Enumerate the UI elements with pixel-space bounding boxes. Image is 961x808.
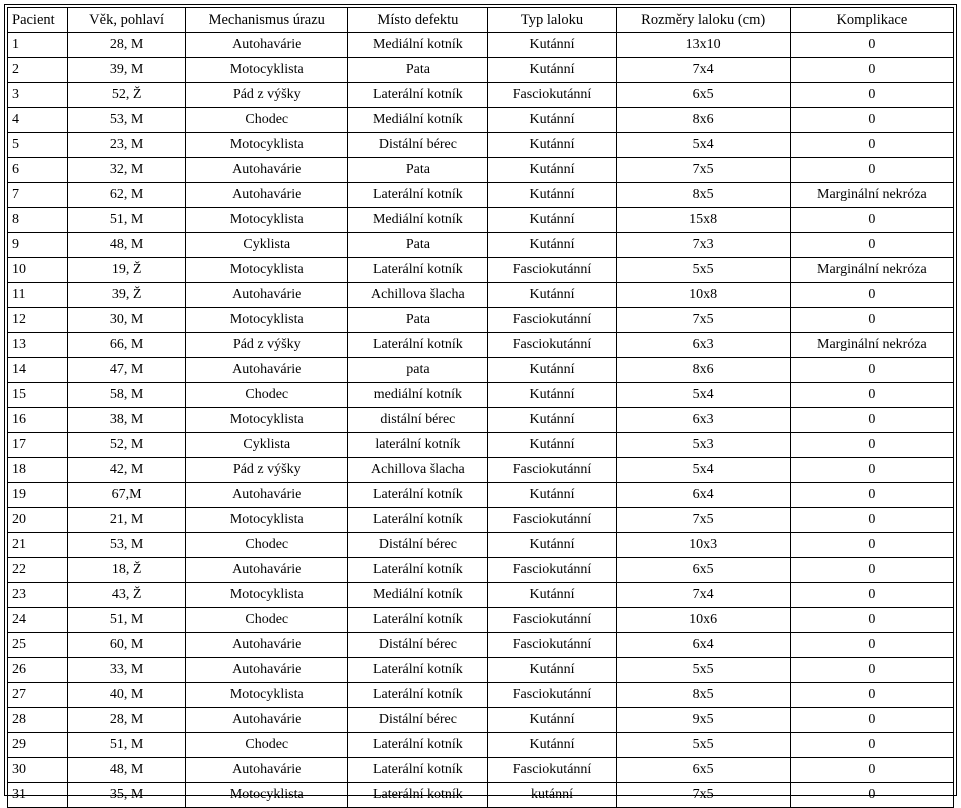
cell-typ-laloku: Fasciokutánní	[488, 508, 616, 533]
cell-vek-pohlavi: 28, M	[68, 708, 186, 733]
cell-typ-laloku: Kutánní	[488, 533, 616, 558]
cell-rozmery-laloku: 7x5	[616, 158, 790, 183]
table-row	[8, 658, 954, 683]
cell-pacient: 6	[8, 158, 68, 183]
cell-mechanismus-urazu: Cyklista	[186, 233, 348, 258]
cell-typ-laloku: kutánní	[488, 783, 616, 808]
cell-vek-pohlavi: 30, M	[68, 308, 186, 333]
cell-pacient: 30	[8, 758, 68, 783]
table-row	[8, 58, 954, 83]
cell-vek-pohlavi: 38, M	[68, 408, 186, 433]
cell-komplikace: 0	[790, 533, 953, 558]
cell-rozmery-laloku: 9x5	[616, 708, 790, 733]
cell-pacient: 28	[8, 708, 68, 733]
cell-mechanismus-urazu: Chodec	[186, 533, 348, 558]
cell-rozmery-laloku: 5x5	[616, 658, 790, 683]
cell-mechanismus-urazu: Motocyklista	[186, 208, 348, 233]
cell-komplikace: 0	[790, 658, 953, 683]
cell-komplikace: 0	[790, 633, 953, 658]
cell-typ-laloku: Fasciokutánní	[488, 608, 616, 633]
cell-pacient: 10	[8, 258, 68, 283]
cell-vek-pohlavi: 43, Ž	[68, 583, 186, 608]
cell-misto-defektu: Mediální kotník	[348, 208, 488, 233]
cell-misto-defektu: Laterální kotník	[348, 558, 488, 583]
cell-misto-defektu: Laterální kotník	[348, 733, 488, 758]
cell-rozmery-laloku: 5x5	[616, 733, 790, 758]
cell-typ-laloku: Fasciokutánní	[488, 758, 616, 783]
table-row	[8, 633, 954, 658]
cell-komplikace: 0	[790, 308, 953, 333]
cell-vek-pohlavi: 62, M	[68, 183, 186, 208]
cell-vek-pohlavi: 18, Ž	[68, 558, 186, 583]
cell-vek-pohlavi: 52, M	[68, 433, 186, 458]
cell-pacient: 29	[8, 733, 68, 758]
cell-komplikace: 0	[790, 33, 953, 58]
table-row	[8, 533, 954, 558]
cell-komplikace: 0	[790, 83, 953, 108]
table-row	[8, 558, 954, 583]
cell-komplikace: 0	[790, 383, 953, 408]
cell-typ-laloku: Kutánní	[488, 108, 616, 133]
table-body	[8, 33, 954, 808]
cell-typ-laloku: Fasciokutánní	[488, 633, 616, 658]
cell-pacient: 16	[8, 408, 68, 433]
cell-misto-defektu: Distální bérec	[348, 133, 488, 158]
cell-komplikace: 0	[790, 58, 953, 83]
cell-komplikace: 0	[790, 208, 953, 233]
cell-typ-laloku: Kutánní	[488, 283, 616, 308]
cell-misto-defektu: Achillova šlacha	[348, 283, 488, 308]
cell-vek-pohlavi: 53, M	[68, 108, 186, 133]
cell-komplikace: 0	[790, 758, 953, 783]
header-typ-laloku: Typ laloku	[488, 8, 616, 33]
cell-pacient: 11	[8, 283, 68, 308]
cell-vek-pohlavi: 47, M	[68, 358, 186, 383]
table-row	[8, 183, 954, 208]
cell-pacient: 5	[8, 133, 68, 158]
cell-mechanismus-urazu: Autohavárie	[186, 158, 348, 183]
cell-typ-laloku: Fasciokutánní	[488, 258, 616, 283]
cell-mechanismus-urazu: Motocyklista	[186, 58, 348, 83]
cell-rozmery-laloku: 13x10	[616, 33, 790, 58]
cell-komplikace: 0	[790, 608, 953, 633]
cell-vek-pohlavi: 53, M	[68, 533, 186, 558]
cell-pacient: 22	[8, 558, 68, 583]
table-row	[8, 683, 954, 708]
cell-misto-defektu: Pata	[348, 308, 488, 333]
table-row	[8, 358, 954, 383]
cell-pacient: 18	[8, 458, 68, 483]
cell-pacient: 26	[8, 658, 68, 683]
cell-misto-defektu: Mediální kotník	[348, 33, 488, 58]
cell-rozmery-laloku: 10x8	[616, 283, 790, 308]
cell-misto-defektu: Laterální kotník	[348, 608, 488, 633]
cell-vek-pohlavi: 23, M	[68, 133, 186, 158]
cell-vek-pohlavi: 67,M	[68, 483, 186, 508]
cell-typ-laloku: Kutánní	[488, 208, 616, 233]
cell-misto-defektu: mediální kotník	[348, 383, 488, 408]
cell-typ-laloku: Fasciokutánní	[488, 308, 616, 333]
cell-pacient: 13	[8, 333, 68, 358]
cell-vek-pohlavi: 48, M	[68, 758, 186, 783]
cell-rozmery-laloku: 8x5	[616, 183, 790, 208]
cell-rozmery-laloku: 6x4	[616, 633, 790, 658]
table-row	[8, 733, 954, 758]
table-row	[8, 283, 954, 308]
cell-vek-pohlavi: 35, M	[68, 783, 186, 808]
cell-misto-defektu: laterální kotník	[348, 433, 488, 458]
cell-komplikace: 0	[790, 733, 953, 758]
cell-rozmery-laloku: 5x4	[616, 383, 790, 408]
cell-misto-defektu: Laterální kotník	[348, 683, 488, 708]
cell-typ-laloku: Kutánní	[488, 183, 616, 208]
cell-typ-laloku: Fasciokutánní	[488, 683, 616, 708]
cell-vek-pohlavi: 58, M	[68, 383, 186, 408]
cell-komplikace: 0	[790, 158, 953, 183]
cell-vek-pohlavi: 39, M	[68, 58, 186, 83]
cell-typ-laloku: Kutánní	[488, 133, 616, 158]
table-row	[8, 383, 954, 408]
cell-vek-pohlavi: 21, M	[68, 508, 186, 533]
cell-pacient: 7	[8, 183, 68, 208]
header-misto-defektu: Místo defektu	[348, 8, 488, 33]
cell-komplikace: 0	[790, 483, 953, 508]
table-row	[8, 208, 954, 233]
table-row	[8, 133, 954, 158]
cell-komplikace: 0	[790, 558, 953, 583]
cell-pacient: 24	[8, 608, 68, 633]
cell-misto-defektu: Laterální kotník	[348, 508, 488, 533]
cell-mechanismus-urazu: Motocyklista	[186, 258, 348, 283]
cell-mechanismus-urazu: Autohavárie	[186, 358, 348, 383]
cell-misto-defektu: Laterální kotník	[348, 83, 488, 108]
cell-misto-defektu: distální bérec	[348, 408, 488, 433]
cell-rozmery-laloku: 5x4	[616, 458, 790, 483]
cell-vek-pohlavi: 66, M	[68, 333, 186, 358]
cell-pacient: 15	[8, 383, 68, 408]
cell-pacient: 4	[8, 108, 68, 133]
cell-vek-pohlavi: 40, M	[68, 683, 186, 708]
cell-typ-laloku: Kutánní	[488, 58, 616, 83]
table-row	[8, 258, 954, 283]
cell-rozmery-laloku: 8x6	[616, 358, 790, 383]
cell-vek-pohlavi: 52, Ž	[68, 83, 186, 108]
cell-mechanismus-urazu: Motocyklista	[186, 133, 348, 158]
cell-vek-pohlavi: 19, Ž	[68, 258, 186, 283]
cell-pacient: 25	[8, 633, 68, 658]
cell-mechanismus-urazu: Pád z výšky	[186, 83, 348, 108]
cell-mechanismus-urazu: Motocyklista	[186, 783, 348, 808]
cell-typ-laloku: Kutánní	[488, 483, 616, 508]
cell-vek-pohlavi: 51, M	[68, 733, 186, 758]
cell-mechanismus-urazu: Autohavárie	[186, 183, 348, 208]
cell-typ-laloku: Fasciokutánní	[488, 558, 616, 583]
cell-pacient: 19	[8, 483, 68, 508]
cell-pacient: 3	[8, 83, 68, 108]
cell-rozmery-laloku: 6x3	[616, 408, 790, 433]
header-mechanismus-urazu: Mechanismus úrazu	[186, 8, 348, 33]
cell-misto-defektu: Laterální kotník	[348, 258, 488, 283]
table-row	[8, 408, 954, 433]
cell-typ-laloku: Kutánní	[488, 383, 616, 408]
cell-typ-laloku: Fasciokutánní	[488, 83, 616, 108]
cell-misto-defektu: Laterální kotník	[348, 758, 488, 783]
cell-misto-defektu: Distální bérec	[348, 533, 488, 558]
cell-vek-pohlavi: 42, M	[68, 458, 186, 483]
header-vek-pohlavi: Věk, pohlaví	[68, 8, 186, 33]
cell-rozmery-laloku: 7x5	[616, 508, 790, 533]
cell-misto-defektu: Distální bérec	[348, 708, 488, 733]
cell-rozmery-laloku: 6x5	[616, 83, 790, 108]
cell-mechanismus-urazu: Motocyklista	[186, 683, 348, 708]
cell-mechanismus-urazu: Pád z výšky	[186, 333, 348, 358]
cell-vek-pohlavi: 32, M	[68, 158, 186, 183]
cell-misto-defektu: Pata	[348, 58, 488, 83]
cell-mechanismus-urazu: Autohavárie	[186, 483, 348, 508]
cell-pacient: 31	[8, 783, 68, 808]
cell-mechanismus-urazu: Motocyklista	[186, 583, 348, 608]
cell-typ-laloku: Kutánní	[488, 708, 616, 733]
cell-mechanismus-urazu: Chodec	[186, 733, 348, 758]
cell-komplikace: Marginální nekróza	[790, 183, 953, 208]
cell-rozmery-laloku: 7x5	[616, 783, 790, 808]
cell-mechanismus-urazu: Chodec	[186, 108, 348, 133]
cell-vek-pohlavi: 48, M	[68, 233, 186, 258]
cell-typ-laloku: Kutánní	[488, 408, 616, 433]
cell-typ-laloku: Kutánní	[488, 33, 616, 58]
cell-vek-pohlavi: 60, M	[68, 633, 186, 658]
cell-komplikace: Marginální nekróza	[790, 333, 953, 358]
cell-misto-defektu: Laterální kotník	[348, 183, 488, 208]
table-row	[8, 608, 954, 633]
cell-rozmery-laloku: 8x6	[616, 108, 790, 133]
cell-mechanismus-urazu: Chodec	[186, 383, 348, 408]
table-row	[8, 158, 954, 183]
cell-pacient: 27	[8, 683, 68, 708]
cell-misto-defektu: Laterální kotník	[348, 333, 488, 358]
header-komplikace: Komplikace	[790, 8, 953, 33]
table-row	[8, 783, 954, 808]
cell-misto-defektu: Mediální kotník	[348, 583, 488, 608]
cell-komplikace: 0	[790, 233, 953, 258]
cell-pacient: 2	[8, 58, 68, 83]
cell-mechanismus-urazu: Chodec	[186, 608, 348, 633]
cell-vek-pohlavi: 51, M	[68, 608, 186, 633]
cell-rozmery-laloku: 7x4	[616, 58, 790, 83]
cell-pacient: 8	[8, 208, 68, 233]
cell-komplikace: 0	[790, 458, 953, 483]
cell-komplikace: 0	[790, 358, 953, 383]
table-row	[8, 308, 954, 333]
table-row	[8, 508, 954, 533]
cell-misto-defektu: Mediální kotník	[348, 108, 488, 133]
cell-rozmery-laloku: 7x4	[616, 583, 790, 608]
cell-komplikace: 0	[790, 133, 953, 158]
cell-misto-defektu: Laterální kotník	[348, 658, 488, 683]
cell-vek-pohlavi: 33, M	[68, 658, 186, 683]
table-row	[8, 108, 954, 133]
cell-mechanismus-urazu: Motocyklista	[186, 308, 348, 333]
cell-mechanismus-urazu: Motocyklista	[186, 408, 348, 433]
cell-komplikace: 0	[790, 108, 953, 133]
cell-misto-defektu: Pata	[348, 233, 488, 258]
cell-pacient: 23	[8, 583, 68, 608]
cell-rozmery-laloku: 6x5	[616, 758, 790, 783]
cell-typ-laloku: Kutánní	[488, 733, 616, 758]
table-row	[8, 233, 954, 258]
cell-rozmery-laloku: 15x8	[616, 208, 790, 233]
cell-mechanismus-urazu: Motocyklista	[186, 508, 348, 533]
header-pacient: Pacient	[8, 8, 68, 33]
cell-rozmery-laloku: 6x5	[616, 558, 790, 583]
cell-komplikace: Marginální nekróza	[790, 258, 953, 283]
cell-typ-laloku: Kutánní	[488, 233, 616, 258]
table-row	[8, 458, 954, 483]
cell-vek-pohlavi: 51, M	[68, 208, 186, 233]
cell-typ-laloku: Kutánní	[488, 583, 616, 608]
cell-pacient: 21	[8, 533, 68, 558]
table-row	[8, 33, 954, 58]
cell-misto-defektu: Laterální kotník	[348, 783, 488, 808]
table-header-row	[8, 8, 954, 33]
header-rozmery-laloku: Rozměry laloku (cm)	[616, 8, 790, 33]
cell-misto-defektu: Laterální kotník	[348, 483, 488, 508]
cell-mechanismus-urazu: Autohavárie	[186, 633, 348, 658]
cell-komplikace: 0	[790, 433, 953, 458]
cell-komplikace: 0	[790, 583, 953, 608]
patient-flap-table	[7, 7, 954, 808]
cell-rozmery-laloku: 7x5	[616, 308, 790, 333]
cell-vek-pohlavi: 39, Ž	[68, 283, 186, 308]
cell-mechanismus-urazu: Autohavárie	[186, 708, 348, 733]
cell-rozmery-laloku: 10x3	[616, 533, 790, 558]
cell-misto-defektu: Achillova šlacha	[348, 458, 488, 483]
cell-pacient: 12	[8, 308, 68, 333]
cell-mechanismus-urazu: Pád z výšky	[186, 458, 348, 483]
cell-vek-pohlavi: 28, M	[68, 33, 186, 58]
cell-typ-laloku: Fasciokutánní	[488, 333, 616, 358]
cell-pacient: 17	[8, 433, 68, 458]
cell-komplikace: 0	[790, 683, 953, 708]
cell-mechanismus-urazu: Autohavárie	[186, 658, 348, 683]
cell-typ-laloku: Kutánní	[488, 158, 616, 183]
table-row	[8, 433, 954, 458]
cell-rozmery-laloku: 7x3	[616, 233, 790, 258]
cell-mechanismus-urazu: Autohavárie	[186, 283, 348, 308]
table-row	[8, 758, 954, 783]
cell-typ-laloku: Kutánní	[488, 358, 616, 383]
cell-mechanismus-urazu: Autohavárie	[186, 33, 348, 58]
table-row	[8, 708, 954, 733]
cell-rozmery-laloku: 5x4	[616, 133, 790, 158]
cell-rozmery-laloku: 6x3	[616, 333, 790, 358]
cell-komplikace: 0	[790, 708, 953, 733]
cell-mechanismus-urazu: Autohavárie	[186, 558, 348, 583]
cell-mechanismus-urazu: Cyklista	[186, 433, 348, 458]
table-row	[8, 483, 954, 508]
table-row	[8, 333, 954, 358]
cell-rozmery-laloku: 8x5	[616, 683, 790, 708]
cell-rozmery-laloku: 5x3	[616, 433, 790, 458]
cell-misto-defektu: Pata	[348, 158, 488, 183]
cell-pacient: 20	[8, 508, 68, 533]
cell-komplikace: 0	[790, 283, 953, 308]
cell-misto-defektu: pata	[348, 358, 488, 383]
cell-komplikace: 0	[790, 508, 953, 533]
cell-misto-defektu: Distální bérec	[348, 633, 488, 658]
cell-pacient: 14	[8, 358, 68, 383]
cell-pacient: 9	[8, 233, 68, 258]
cell-typ-laloku: Kutánní	[488, 433, 616, 458]
cell-mechanismus-urazu: Autohavárie	[186, 758, 348, 783]
cell-rozmery-laloku: 6x4	[616, 483, 790, 508]
table-row	[8, 83, 954, 108]
cell-komplikace: 0	[790, 408, 953, 433]
cell-komplikace: 0	[790, 783, 953, 808]
cell-rozmery-laloku: 10x6	[616, 608, 790, 633]
cell-pacient: 1	[8, 33, 68, 58]
cell-typ-laloku: Fasciokutánní	[488, 458, 616, 483]
table-frame	[4, 4, 957, 802]
table-row	[8, 583, 954, 608]
cell-typ-laloku: Kutánní	[488, 658, 616, 683]
cell-rozmery-laloku: 5x5	[616, 258, 790, 283]
